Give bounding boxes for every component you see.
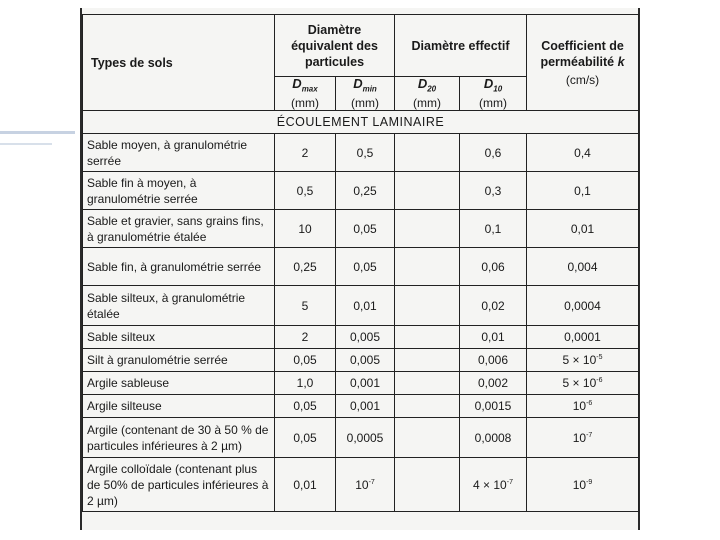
cell-text: (mm) bbox=[413, 96, 441, 111]
table-cell: 0,3 bbox=[460, 172, 527, 210]
header-d10 bbox=[460, 77, 527, 111]
table-cell: Argile sableuse bbox=[83, 372, 275, 395]
cell-text: -9 bbox=[586, 478, 593, 486]
table-cell bbox=[527, 372, 639, 395]
cell-text: 0,1 bbox=[574, 183, 591, 198]
table-cell bbox=[527, 418, 639, 458]
table-cell: 0,05 bbox=[336, 210, 395, 248]
table-row bbox=[83, 458, 639, 512]
table-row bbox=[83, 349, 639, 372]
table-cell: 0,25 bbox=[336, 172, 395, 210]
cell-text: 0,004 bbox=[567, 259, 598, 274]
table-cell: 2 bbox=[275, 326, 336, 349]
table-row bbox=[83, 134, 639, 172]
cell-text: 0,0001 bbox=[564, 330, 601, 345]
table-cell: 5 bbox=[275, 286, 336, 326]
header-soil-types: Types de sols bbox=[83, 15, 275, 111]
table-cell bbox=[527, 286, 639, 326]
table-cell: 0,02 bbox=[460, 286, 527, 326]
cell-text: max bbox=[301, 84, 318, 94]
table-cell bbox=[527, 395, 639, 418]
cell-text: 10 bbox=[572, 477, 587, 492]
table-cell: 0,05 bbox=[336, 248, 395, 286]
cell-text: 20 bbox=[427, 84, 437, 94]
table-cell bbox=[336, 458, 395, 512]
table-cell: 0,001 bbox=[336, 395, 395, 418]
cell-text: D bbox=[292, 76, 302, 91]
cell-text: -6 bbox=[586, 400, 593, 408]
table-cell bbox=[395, 395, 460, 418]
header-effective-diameter: Diamètre effectif bbox=[395, 15, 527, 77]
table-cell bbox=[395, 134, 460, 172]
table-cell bbox=[460, 458, 527, 512]
cell-text: -5 bbox=[596, 354, 603, 362]
table-cell bbox=[395, 418, 460, 458]
table-cell bbox=[527, 326, 639, 349]
cell-text: -6 bbox=[596, 377, 603, 385]
cell-text: 10 bbox=[493, 84, 503, 94]
permeability-label: Coefficient de perméabilité bbox=[540, 38, 624, 69]
table-row bbox=[83, 286, 639, 326]
table-cell: 0,01 bbox=[460, 326, 527, 349]
table-row bbox=[83, 248, 639, 286]
cell-text: 4 × 10 bbox=[473, 477, 507, 492]
section-laminar-flow: ÉCOULEMENT LAMINAIRE bbox=[83, 111, 639, 134]
header-permeability bbox=[527, 15, 639, 111]
cell-text: D bbox=[417, 76, 428, 91]
decorative-line bbox=[0, 143, 52, 145]
cell-text: min bbox=[362, 84, 377, 94]
table-cell: Argile colloïdale (contenant plus de 50% de particules inférieures à 2 µm) bbox=[83, 458, 275, 512]
table-cell bbox=[527, 458, 639, 512]
table-cell bbox=[527, 134, 639, 172]
table-row bbox=[83, 395, 639, 418]
cell-text: 10 bbox=[572, 399, 587, 414]
table-cell: 0,25 bbox=[275, 248, 336, 286]
table-row bbox=[83, 326, 639, 349]
cell-text: (mm) bbox=[479, 96, 507, 111]
table-cell bbox=[395, 372, 460, 395]
table-cell: 1,0 bbox=[275, 372, 336, 395]
header-equivalent-diameter: Diamètre équivalent des particules bbox=[275, 15, 395, 77]
table-cell: Argile silteuse bbox=[83, 395, 275, 418]
cell-text: -7 bbox=[506, 478, 513, 486]
table-cell: Sable silteux, à granulométrie étalée bbox=[83, 286, 275, 326]
header-dmax bbox=[275, 77, 336, 111]
table-row bbox=[83, 210, 639, 248]
table-cell bbox=[395, 248, 460, 286]
table-cell: 0,1 bbox=[460, 210, 527, 248]
cell-text: D bbox=[483, 76, 494, 91]
table-cell: 0,6 bbox=[460, 134, 527, 172]
header-d20 bbox=[395, 77, 460, 111]
cell-text: 0,01 bbox=[570, 221, 595, 236]
table-cell: 0,0005 bbox=[336, 418, 395, 458]
permeability-k: k bbox=[617, 54, 625, 69]
table-cell: 0,5 bbox=[336, 134, 395, 172]
table-cell bbox=[395, 458, 460, 512]
table-cell: Argile (contenant de 30 à 50 % de particules inférieures à 2 µm) bbox=[83, 418, 275, 458]
table-cell bbox=[527, 349, 639, 372]
permeability-table bbox=[82, 14, 639, 512]
table-cell: Sable fin, à granulométrie serrée bbox=[83, 248, 275, 286]
table-cell: 0,05 bbox=[275, 395, 336, 418]
table-row bbox=[83, 172, 639, 210]
table-cell: 0,01 bbox=[275, 458, 336, 512]
table-cell: 0,002 bbox=[460, 372, 527, 395]
cell-text: 0,4 bbox=[574, 145, 591, 160]
cell-text: 10 bbox=[572, 430, 587, 445]
header-dmin bbox=[336, 77, 395, 111]
table-cell: Sable fin à moyen, à granulométrie serrée bbox=[83, 172, 275, 210]
decorative-line bbox=[0, 131, 75, 134]
table-cell bbox=[395, 326, 460, 349]
table-cell: 0,01 bbox=[336, 286, 395, 326]
table-cell: 0,005 bbox=[336, 349, 395, 372]
table-row bbox=[83, 372, 639, 395]
table-cell: 0,05 bbox=[275, 349, 336, 372]
cell-text: 10 bbox=[355, 477, 369, 492]
cell-text: 0,0004 bbox=[564, 298, 601, 313]
table-cell: 10 bbox=[275, 210, 336, 248]
table-cell bbox=[395, 286, 460, 326]
table-cell: 0,0015 bbox=[460, 395, 527, 418]
table-cell: 0,05 bbox=[275, 418, 336, 458]
table-cell: 2 bbox=[275, 134, 336, 172]
cell-text: (mm) bbox=[351, 96, 379, 111]
table-cell: Sable moyen, à granulométrie serrée bbox=[83, 134, 275, 172]
table-cell bbox=[395, 172, 460, 210]
table-cell bbox=[527, 172, 639, 210]
cell-text: 5 × 10 bbox=[562, 376, 597, 391]
table-cell: 0,005 bbox=[336, 326, 395, 349]
table-cell bbox=[527, 248, 639, 286]
table-cell: 0,001 bbox=[336, 372, 395, 395]
table-cell: 0,006 bbox=[460, 349, 527, 372]
table-cell bbox=[527, 210, 639, 248]
cell-text: -7 bbox=[586, 431, 593, 439]
permeability-unit: (cm/s) bbox=[565, 72, 600, 87]
cell-text: -7 bbox=[368, 478, 375, 486]
table-row bbox=[83, 418, 639, 458]
table-cell: Silt à granulométrie serrée bbox=[83, 349, 275, 372]
cell-text: 5 × 10 bbox=[562, 353, 597, 368]
table-cell: Sable silteux bbox=[83, 326, 275, 349]
cell-text: (mm) bbox=[291, 96, 319, 111]
table-cell bbox=[395, 349, 460, 372]
table-cell: 0,0008 bbox=[460, 418, 527, 458]
table-cell: 0,06 bbox=[460, 248, 527, 286]
table-cell: Sable et gravier, sans grains fins, à granulométrie étalée bbox=[83, 210, 275, 248]
cell-text: D bbox=[353, 76, 363, 91]
table-cell bbox=[395, 210, 460, 248]
table-cell: 0,5 bbox=[275, 172, 336, 210]
